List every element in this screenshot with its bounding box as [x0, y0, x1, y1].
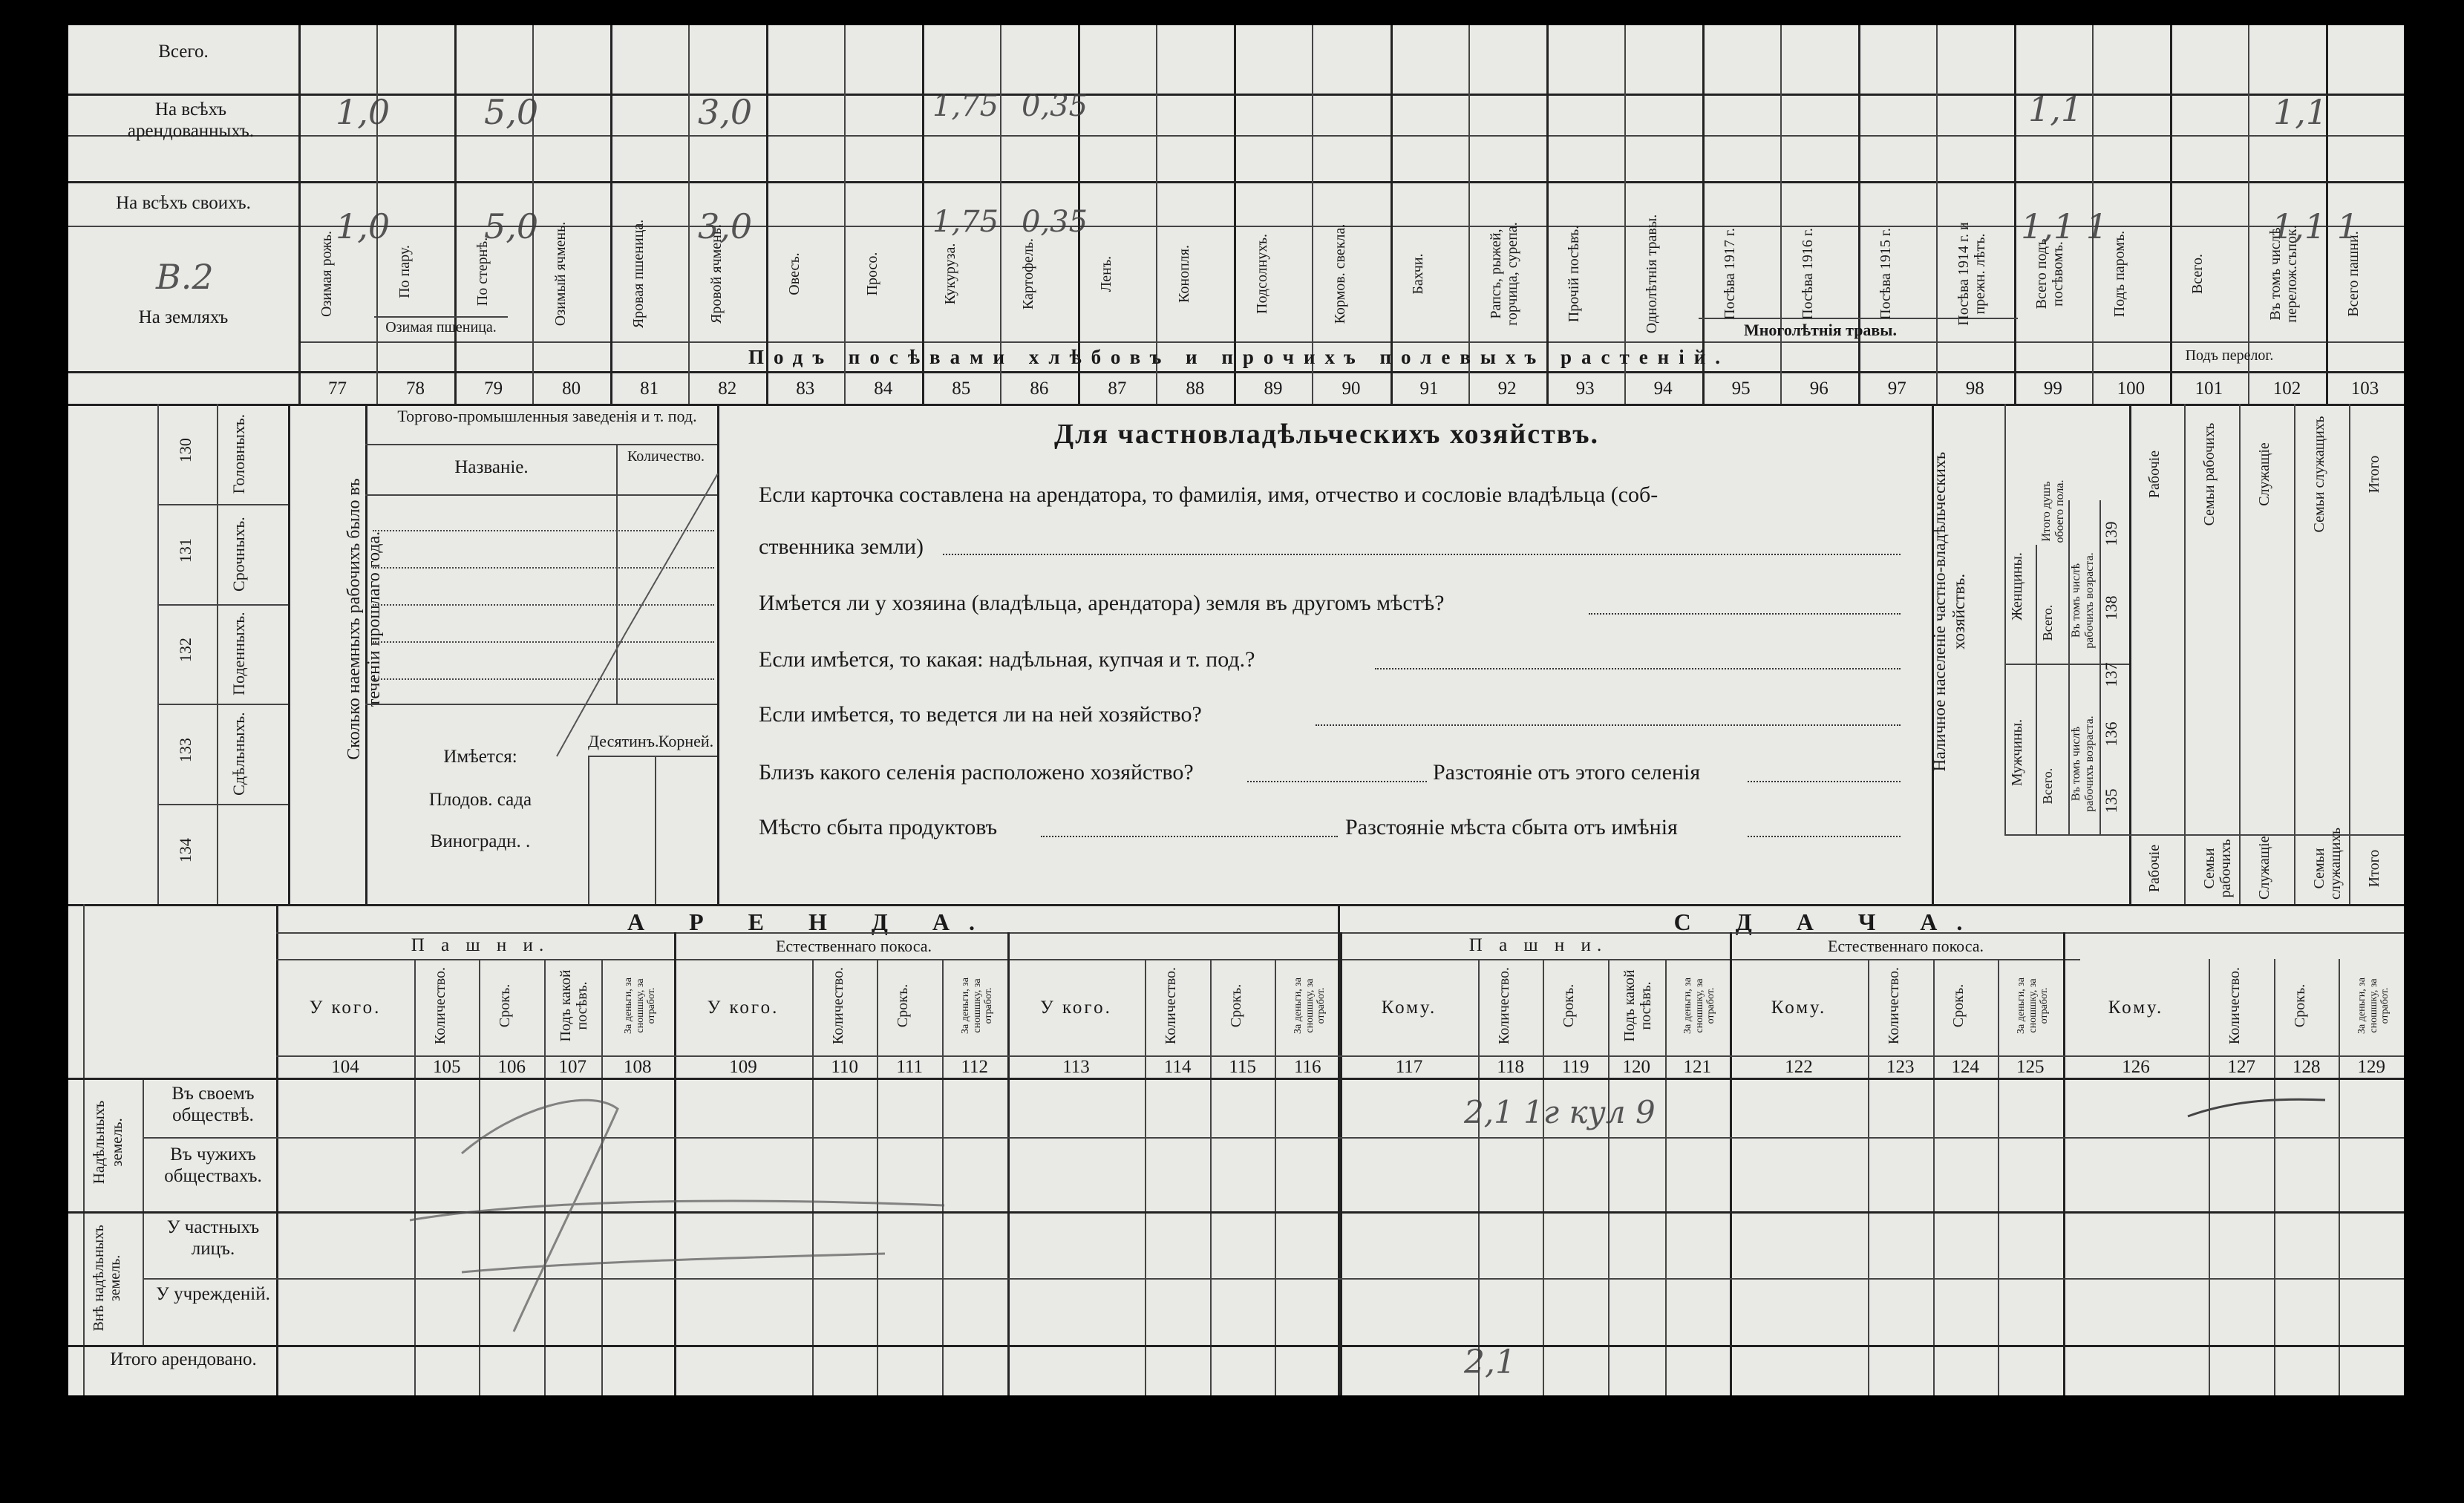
- arenda-col-label: Срокъ.: [2291, 983, 2308, 1028]
- row-label-svoikh: На всѣхъ своихъ.: [116, 193, 251, 213]
- arenda-col-number: 106: [497, 1057, 526, 1077]
- arenda-col-number: 108: [624, 1057, 652, 1077]
- crop-col-label: Бахчи.: [1410, 253, 1427, 295]
- hired-number: 132: [176, 638, 195, 663]
- arenda-col-label: У кого.: [309, 998, 382, 1018]
- arenda-col-label: Кому.: [2108, 998, 2164, 1018]
- pop-vsego-m: Всего.: [2040, 767, 2055, 805]
- pop-muzhchiny: Мужчины.: [2009, 718, 2025, 787]
- rule: [1275, 959, 1276, 1395]
- answer-line: [1748, 781, 1901, 782]
- arenda-pokos: Естественнаго покоса.: [775, 937, 932, 955]
- rule: [588, 756, 589, 904]
- hw-svoikh-6: 1,1 1: [2021, 206, 2108, 246]
- arenda-col-label: За деньги, за сношшку, за отработ.: [622, 978, 658, 1034]
- q5a: Близъ какого селенія расположено хозяйство?: [759, 760, 1194, 785]
- hired-number: 130: [176, 437, 195, 462]
- q3: Если имѣется, то какая: надѣльная, купчая и т. под.?: [759, 647, 1255, 672]
- arenda-pashni: П а ш н и.: [411, 935, 550, 955]
- crop-col-number: 81: [640, 379, 659, 399]
- crop-col-label: Озимый ячмень.: [552, 221, 569, 327]
- answer-line: [1316, 724, 1901, 726]
- hired-label: Головныхъ.: [229, 413, 248, 494]
- torgovo-desyatin: Десятинъ.: [588, 732, 659, 750]
- crop-col-label: Всего подъ посѣвомъ.: [2033, 238, 2067, 310]
- hw-vsego-5: 0,35: [1022, 89, 1088, 123]
- group-pod-posevami: Подъ посѣвами хлѣбовъ и прочихъ полевыхъ растеній.: [748, 346, 1731, 368]
- rule: [1543, 959, 1544, 1395]
- q6b: Разстояніе мѣста сбыта отъ имѣнія: [1345, 815, 1678, 839]
- pop-col-label: Итого: [2366, 455, 2382, 494]
- arenda-col-number: 125: [2016, 1057, 2045, 1077]
- pop-vsego-w: Всего.: [2040, 604, 2055, 641]
- arenda-col-label: У кого.: [1040, 998, 1112, 1018]
- crop-col-number: 94: [1653, 379, 1673, 399]
- group-mnogoletnie: Многолѣтнія травы.: [1743, 321, 1897, 339]
- arenda-col-number: 112: [961, 1057, 989, 1077]
- answer-line: [1589, 613, 1901, 615]
- population-title: Наличное населеніе частно-владѣльческихъ хозяйствъ.: [1930, 451, 1968, 772]
- crop-col-label: Однолѣтнія травы.: [1644, 214, 1661, 334]
- rule: [2274, 959, 2275, 1395]
- hw-svoikh-5: 0,35: [1022, 205, 1088, 239]
- rule: [2294, 404, 2295, 904]
- q2: Имѣется ли у хозяина (владѣльца, арендатора) земля въ другомъ мѣстѣ?: [759, 591, 1445, 615]
- crop-col-number: 99: [2043, 379, 2062, 399]
- pop-number: 137: [2102, 662, 2120, 687]
- hw-na-zemlyakh: В.2: [156, 257, 214, 297]
- row-label-na-zemlyakh: На земляхъ: [138, 307, 229, 327]
- answer-line: [943, 554, 1901, 555]
- arenda-col-number: 111: [896, 1057, 924, 1077]
- row-label-vsego: Всего.: [158, 42, 209, 62]
- crop-col-number: 79: [484, 379, 503, 399]
- arenda-col-number: 118: [1497, 1057, 1524, 1077]
- hw-vsego-2: 5,0: [484, 92, 539, 132]
- pop-col-label: Служащіе: [2256, 442, 2272, 506]
- crop-col-number: 103: [2350, 379, 2379, 399]
- crop-col-number: 97: [1887, 379, 1906, 399]
- crop-col-label: Прочій посѣвъ.: [1566, 225, 1583, 323]
- hw-vsego-3: 3,0: [698, 92, 753, 132]
- row-chuzhikh: Въ чужихъ обществахъ.: [164, 1145, 262, 1186]
- pop-number: 138: [2102, 595, 2120, 620]
- crop-col-number: 78: [406, 379, 425, 399]
- rule: [365, 404, 367, 904]
- pop-number: 139: [2102, 521, 2120, 546]
- private-title: Для частновладѣльческихъ хозяйствъ.: [1054, 419, 1599, 450]
- rule: [1699, 318, 2018, 319]
- group-ozimaya-pshenitsa: Озимая пшеница.: [385, 319, 497, 335]
- pop-col-label-bottom: Служащіе: [2256, 836, 2272, 900]
- arenda-col-number: 120: [1622, 1057, 1651, 1077]
- arenda-col-number: 113: [1062, 1057, 1090, 1077]
- naemnye-label: Сколько наемныхъ рабочихъ было въ теченіи прошлаго года.: [344, 478, 384, 760]
- rule: [288, 404, 290, 904]
- torgovo-plodov: Плодов. сада: [428, 790, 532, 810]
- row-nadel: Надѣльныхъ земель.: [90, 1100, 125, 1185]
- hired-label: Поденныхъ.: [229, 612, 248, 696]
- rule: [1868, 959, 1869, 1395]
- crop-col-label: По пару.: [396, 245, 413, 298]
- crop-col-label: Посѣва 1914 г. и прежн. лѣтъ.: [1955, 222, 1989, 326]
- arenda-col-number: 128: [2292, 1057, 2321, 1077]
- crop-col-number: 87: [1108, 379, 1127, 399]
- arenda-col-label: За деньги, за сношшку, за отработ.: [959, 978, 995, 1034]
- rule: [1210, 959, 1212, 1395]
- crop-col-number: 100: [2117, 379, 2146, 399]
- arenda-title: А Р Е Н Д А.: [627, 908, 994, 935]
- pop-zhenshchiny: Женщины.: [2009, 552, 2025, 620]
- hired-label: Срочныхъ.: [229, 516, 248, 592]
- rule: [157, 404, 159, 904]
- rule: [68, 1078, 2404, 1080]
- crop-col-label: Рапсъ, рыжей, горчица, сурепа.: [1488, 222, 1521, 326]
- hw-svoikh-7: 1,1 1: [2272, 206, 2359, 246]
- arenda-col-label: Подъ какой посѣвъ.: [558, 969, 591, 1042]
- crop-col-number: 95: [1731, 379, 1751, 399]
- hired-number: 134: [176, 838, 195, 863]
- rule: [83, 904, 85, 1395]
- crop-col-number: 101: [2195, 379, 2223, 399]
- rule: [1338, 904, 1340, 1395]
- arenda-col-label: Количество.: [431, 966, 448, 1045]
- crop-col-number: 85: [952, 379, 971, 399]
- hw-svoikh-4: 1,75: [932, 205, 999, 239]
- row-svoem: Въ своемъ обществѣ.: [171, 1084, 255, 1125]
- crop-col-label: Конопля.: [1175, 245, 1192, 303]
- torgovo-kol: Количество.: [627, 448, 705, 465]
- crop-col-number: 96: [1809, 379, 1829, 399]
- arenda-col-label: Кому.: [1771, 998, 1827, 1018]
- arenda-col-number: 114: [1163, 1057, 1192, 1077]
- rule: [2209, 959, 2210, 1395]
- crop-col-label: Картофель.: [1019, 238, 1036, 310]
- answer-line: [1041, 836, 1338, 837]
- arenda-col-number: 124: [1951, 1057, 1980, 1077]
- arenda-col-label: Срокъ.: [497, 983, 514, 1028]
- crop-col-label: Кукуруза.: [941, 243, 958, 305]
- crop-col-number: 88: [1186, 379, 1205, 399]
- answer-line: [1247, 781, 1427, 782]
- pop-number: 136: [2102, 721, 2120, 747]
- rule: [157, 804, 288, 805]
- torgovo-vinogr: Виноградн. .: [430, 831, 531, 851]
- arenda-col-number: 109: [729, 1057, 757, 1077]
- crop-col-number: 102: [2272, 379, 2301, 399]
- rule: [276, 1055, 2404, 1057]
- crop-col-number: 91: [1419, 379, 1439, 399]
- sdacha-pokos: Естественнаго покоса.: [1827, 937, 1984, 955]
- crop-col-number: 92: [1497, 379, 1517, 399]
- row-label-arendovannykh: На всѣхъ арендованныхъ.: [127, 99, 255, 141]
- rule: [1145, 959, 1146, 1395]
- answer-line: [1748, 836, 1901, 837]
- rule: [217, 404, 218, 904]
- hw-vsego-7: 1,1: [2273, 92, 2328, 132]
- arenda-col-number: 127: [2227, 1057, 2255, 1077]
- rule: [365, 444, 717, 445]
- rule: [68, 904, 2404, 906]
- rule: [2349, 404, 2350, 904]
- crop-col-label: Овесъ.: [785, 252, 803, 295]
- row-itogo: Итого арендовано.: [110, 1349, 257, 1369]
- rule: [2004, 404, 2006, 834]
- rule: [276, 959, 2080, 960]
- hw-arenda-row1: 2,1 1г кул 9: [1464, 1094, 1656, 1130]
- arenda-col-number: 105: [432, 1057, 461, 1077]
- hw-itogo: 2,1: [1464, 1343, 1516, 1381]
- rule: [2099, 500, 2101, 834]
- arenda-col-label: За деньги, за сношшку, за отработ.: [2015, 978, 2050, 1034]
- crop-col-label: Подъ паромъ.: [2111, 230, 2128, 318]
- arenda-col-number: 129: [2357, 1057, 2385, 1077]
- crop-col-number: 77: [328, 379, 347, 399]
- arenda-col-label: Срокъ.: [1227, 983, 1244, 1028]
- crop-col-number: 83: [796, 379, 815, 399]
- hw-vsego-4: 1,75: [932, 89, 999, 123]
- pop-itogo-dush: Итого душъ обоего пола.: [2040, 479, 2066, 543]
- torgovo-name: Названіе.: [454, 457, 529, 477]
- crop-col-label: Просо.: [863, 252, 880, 296]
- arenda-col-label: Кому.: [1381, 998, 1437, 1018]
- torgovo-title: Торгово-промышленныя заведенія и т. под.: [397, 407, 697, 425]
- arenda-col-label: За деньги, за сношшку, за отработ.: [1293, 978, 1327, 1034]
- pop-col-label: Семьи служащихъ: [2311, 416, 2327, 533]
- row-vne: Внѣ надѣльныхъ земель.: [91, 1225, 124, 1332]
- crop-col-label: Посѣва 1916 г.: [1800, 228, 1817, 320]
- arenda-col-number: 116: [1293, 1057, 1321, 1077]
- crop-col-number: 98: [1965, 379, 1984, 399]
- arenda-col-number: 110: [831, 1057, 858, 1077]
- q5b: Разстояніе отъ этого селенія: [1433, 760, 1701, 785]
- arenda-col-label: Количество.: [2226, 966, 2244, 1045]
- arenda-col-number: 119: [1561, 1057, 1589, 1077]
- rule: [2129, 404, 2131, 904]
- crop-col-label: Озимая рожь.: [318, 230, 335, 318]
- rule: [1608, 959, 1610, 1395]
- crop-col-number: 93: [1575, 379, 1595, 399]
- arenda-col-label: Количество.: [1163, 966, 1180, 1045]
- crop-col-label: Посѣва 1915 г.: [1878, 228, 1895, 320]
- rule: [68, 404, 2404, 406]
- pop-col-label-bottom: Семьи служащихъ: [2311, 828, 2344, 900]
- crop-col-label: Яровой ячмень.: [707, 224, 725, 324]
- rule: [157, 604, 288, 606]
- rule: [1665, 959, 1667, 1395]
- rule: [298, 25, 301, 404]
- rule: [157, 704, 288, 705]
- arenda-col-label: За деньги, за сношшку, за отработ.: [1682, 978, 1717, 1034]
- hw-vsego-6: 1,1: [2028, 89, 2083, 129]
- q4: Если имѣется, то ведется ли на ней хозяйство?: [759, 702, 1202, 727]
- torgovo-korney: Корней.: [658, 732, 714, 750]
- arenda-col-label: Подъ какой посѣвъ.: [1621, 969, 1655, 1042]
- group-pod-perelog: Подъ перелог.: [2185, 347, 2274, 364]
- crop-col-label: Посѣва 1917 г.: [1722, 228, 1739, 320]
- row-chastnykh: У частныхъ лицъ.: [166, 1217, 260, 1259]
- hired-number: 131: [176, 537, 195, 563]
- pop-number: 135: [2102, 788, 2120, 813]
- census-card-sheet: [68, 25, 2404, 1395]
- sdacha-pashni: П а ш н и.: [1468, 935, 1608, 955]
- q1a: Если карточка составлена на арендатора, то фамилія, имя, отчество и сословіе владѣльца (соб-: [759, 482, 1659, 507]
- crop-col-number: 86: [1030, 379, 1049, 399]
- crop-col-label: Въ томъ числѣ перелож.съпок.: [2267, 225, 2301, 323]
- arenda-col-label: У кого.: [707, 998, 780, 1018]
- arenda-col-number: 126: [2122, 1057, 2150, 1077]
- rule: [2239, 404, 2241, 904]
- crop-col-number: 89: [1264, 379, 1283, 399]
- sdacha-title: С Д А Ч А.: [1673, 908, 1982, 935]
- crop-col-label: Всего.: [2189, 253, 2206, 295]
- rule: [1998, 959, 1999, 1395]
- rule: [157, 504, 288, 505]
- hw-svoikh-1: 1,0: [336, 206, 390, 246]
- arenda-col-number: 122: [1785, 1057, 1813, 1077]
- arenda-col-number: 117: [1395, 1057, 1423, 1077]
- pop-col-label-bottom: Семьи рабочихъ: [2201, 839, 2235, 898]
- arenda-col-number: 121: [1683, 1057, 1712, 1077]
- strike-mark: [543, 471, 722, 760]
- hw-svoikh-2: 5,0: [484, 206, 539, 246]
- pop-col-label-bottom: Итого: [2366, 849, 2382, 888]
- crop-col-label: Ленъ.: [1097, 255, 1114, 292]
- crop-col-label: Подсолнухъ.: [1253, 234, 1270, 314]
- q1b: ственника земли): [759, 534, 924, 559]
- crop-col-label: Всего пашни.: [2345, 231, 2362, 317]
- crop-col-number: 82: [718, 379, 737, 399]
- rule: [655, 756, 656, 904]
- arenda-col-number: 115: [1229, 1057, 1256, 1077]
- hired-number: 133: [176, 738, 195, 763]
- hw-vsego-1: 1,0: [336, 92, 390, 132]
- crop-col-number: 90: [1342, 379, 1361, 399]
- arenda-col-label: Количество.: [1885, 966, 1902, 1045]
- arenda-col-label: Срокъ.: [1561, 983, 1578, 1028]
- rule: [1478, 959, 1480, 1395]
- arenda-col-label: Количество.: [1495, 966, 1512, 1045]
- pop-col-label: Рабочіе: [2146, 450, 2163, 499]
- crop-col-number: 84: [874, 379, 893, 399]
- pop-rabochikh-m: Въ томъ числѣ рабочихъ возраста.: [2070, 716, 2096, 812]
- rule: [374, 316, 508, 318]
- answer-line: [1375, 668, 1901, 669]
- q6a: Мѣсто сбыта продуктовъ: [759, 815, 998, 839]
- handwritten-strike: [365, 1087, 1108, 1354]
- handwritten-dash: [2184, 1094, 2333, 1124]
- arenda-col-number: 104: [331, 1057, 359, 1077]
- rule: [2184, 404, 2186, 904]
- pop-col-label-bottom: Рабочіе: [2146, 844, 2163, 893]
- arenda-col-number: 123: [1886, 1057, 1915, 1077]
- rule: [2004, 834, 2404, 836]
- arenda-col-label: Количество.: [829, 966, 846, 1045]
- pop-col-label: Семьи рабочихъ: [2201, 422, 2218, 526]
- rule: [1933, 959, 1935, 1395]
- pop-rabochikh-w: Въ томъ числѣ рабочихъ возраста.: [2070, 552, 2096, 649]
- rule: [2339, 959, 2340, 1395]
- crop-col-label: По стернѣ.: [474, 237, 491, 307]
- torgovo-imeetsya: Имѣется:: [443, 747, 517, 767]
- rule: [2036, 545, 2037, 834]
- row-uchrezhd: У учрежденій.: [156, 1284, 270, 1304]
- hw-svoikh-3: 3,0: [698, 206, 753, 246]
- arenda-col-number: 107: [558, 1057, 587, 1077]
- arenda-col-label: За деньги, за сношшку, за отработ.: [2356, 978, 2391, 1034]
- crop-col-label: Кормов. свекла.: [1332, 223, 1348, 324]
- rule: [276, 904, 278, 1395]
- crop-col-label: Яровая пшеница.: [630, 219, 647, 329]
- rule: [298, 341, 2404, 343]
- hired-label: Сдѣльныхъ.: [229, 712, 248, 796]
- crop-col-number: 80: [562, 379, 581, 399]
- arenda-col-label: Срокъ.: [895, 983, 912, 1028]
- arenda-col-label: Срокъ.: [1950, 983, 1967, 1028]
